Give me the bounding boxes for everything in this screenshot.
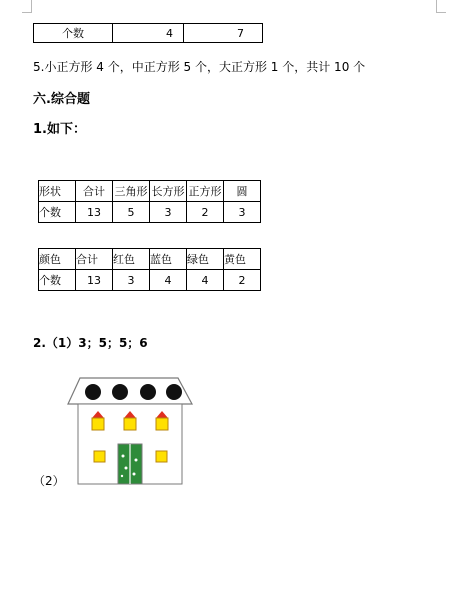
table-header-cell: 红色 (113, 249, 150, 270)
answer-2-2-label: （2） (33, 474, 65, 488)
table-cell: 个数 (34, 24, 113, 43)
top-count-table (33, 23, 263, 43)
roof-circle (85, 384, 101, 400)
table-header-cell: 合计 (76, 181, 113, 202)
table-row (39, 181, 261, 202)
table-cell: 4 (113, 24, 184, 43)
section-heading: 六.综合题 (33, 92, 90, 107)
table-cell: 2 (224, 270, 261, 291)
table-header-cell: 合计 (76, 249, 113, 270)
page-corner-mark-left (22, 0, 32, 13)
table-header-cell: 三角形 (113, 181, 150, 202)
table-header-cell: 圆 (224, 181, 261, 202)
lower-window (156, 451, 167, 462)
table-cell: 3 (150, 202, 187, 223)
table-row (39, 249, 261, 270)
house-drawing (60, 376, 200, 486)
color-table (38, 248, 261, 291)
answer-2-1: 2.（1）3；5；5；6 (33, 336, 148, 350)
table-header-cell: 长方形 (150, 181, 187, 202)
table-cell: 2 (187, 202, 224, 223)
table-cell: 个数 (39, 202, 76, 223)
table-cell: 5 (113, 202, 150, 223)
table-cell: 3 (113, 270, 150, 291)
roof-circle (112, 384, 128, 400)
page-corner-mark-right (436, 0, 446, 13)
table-header-cell: 黄色 (224, 249, 261, 270)
table-header-cell: 形状 (39, 181, 76, 202)
table-row (39, 202, 261, 223)
table-cell: 3 (224, 202, 261, 223)
table-cell: 13 (76, 270, 113, 291)
table-header-cell: 颜色 (39, 249, 76, 270)
lower-window (94, 451, 105, 462)
table-cell: 4 (150, 270, 187, 291)
shape-table (38, 180, 261, 223)
question-1-label: 1.如下： (33, 122, 86, 137)
roof-circle (140, 384, 156, 400)
table-row (39, 270, 261, 291)
table-cell: 个数 (39, 270, 76, 291)
table-cell: 4 (187, 270, 224, 291)
answer-5: 5.小正方形 4 个，中正方形 5 个，大正方形 1 个，共计 10 个 (33, 60, 366, 74)
table-cell: 13 (76, 202, 113, 223)
table-header-cell: 绿色 (187, 249, 224, 270)
table-cell: 7 (184, 24, 263, 43)
roof-circle (166, 384, 182, 400)
table-header-cell: 正方形 (187, 181, 224, 202)
table-header-cell: 蓝色 (150, 249, 187, 270)
